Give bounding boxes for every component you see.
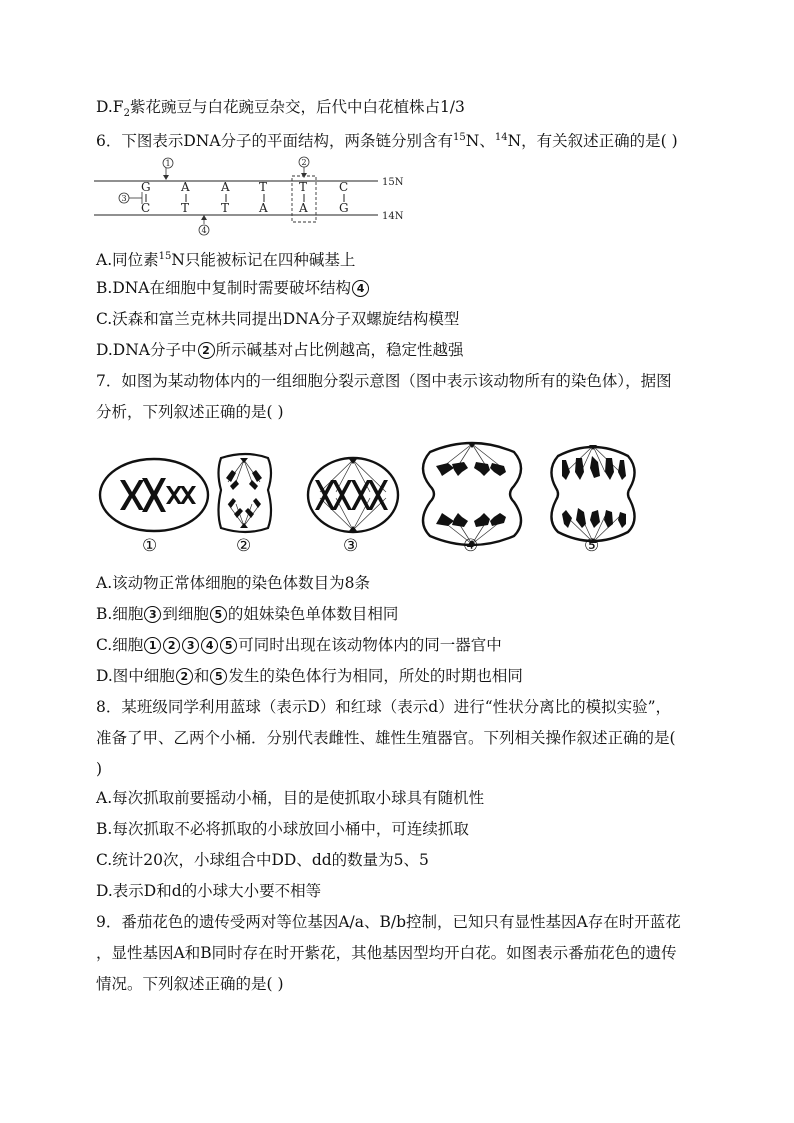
option-6b: B.DNA在细胞中复制时需要破坏结构 4 <box>96 277 370 299</box>
option-8c: C.统计20次，小球组合中DD、dd的数量为5、5 <box>96 851 429 869</box>
bottom-base: C <box>141 201 151 215</box>
circled-number: 2 <box>176 668 193 685</box>
circled-number: 2 <box>163 637 180 654</box>
bottom-base: G <box>339 201 349 215</box>
top-base: A <box>221 180 230 194</box>
circled-number: 1 <box>144 637 161 654</box>
circled-number: 4 <box>201 637 218 654</box>
top-base: G <box>141 180 151 194</box>
circled-number: 2 <box>198 342 215 359</box>
top-base: T <box>299 180 308 194</box>
question-9-stem-line2: ，显性基因A和B同时存在时开紫花，其他基因型均开白花。如图表示番茄花色的遗传 <box>96 944 677 962</box>
dna-structure-figure <box>94 154 414 236</box>
circled-number: 5 <box>210 668 227 685</box>
bottom-base: T <box>221 201 230 215</box>
option-8d: D.表示D和d的小球大小要不相等 <box>96 882 322 900</box>
cell-5 <box>551 445 634 543</box>
top-base: T <box>259 180 268 194</box>
bottom-base: A <box>299 201 308 215</box>
svg-text:4: 4 <box>201 226 207 235</box>
option-8a: A.每次抓取前要摇动小桶，目的是使抓取小球具有随机性 <box>96 789 485 807</box>
option-7a: A.该动物正常体细胞的染色体数目为8条 <box>96 574 370 592</box>
cell-label-2: ② <box>236 536 252 556</box>
cell-division-figure <box>96 432 656 562</box>
top-base: A <box>181 180 190 194</box>
cell-1 <box>100 459 208 531</box>
circled-number: 4 <box>352 280 369 297</box>
bottom-base: T <box>181 201 190 215</box>
cell-label-1: ① <box>142 536 158 556</box>
circled-number: 3 <box>182 637 199 654</box>
strand-15n-label: 15N <box>382 177 404 188</box>
cell-2 <box>219 454 272 532</box>
svg-text:2: 2 <box>301 158 307 167</box>
option-5d: $D.F_2$紫花豌豆与白花豌豆杂交，后代中白花植株占1/3 <box>96 98 465 120</box>
option-8b: B.每次抓取不必将抓取的小球放回小桶中，可连续抓取 <box>96 820 469 838</box>
option-7b: B.细胞 3 到细胞 5 的姐妹染色单体数目相同 <box>96 605 399 623</box>
svg-text:1: 1 <box>165 159 171 168</box>
question-8-stem-line1: 8．某班级同学利用蓝球（表示D）和红球（表示d）进行“性状分离比的模拟实验”， <box>96 698 672 716</box>
cell-4 <box>423 443 521 545</box>
top-base: C <box>339 180 349 194</box>
option-6d: D.DNA分子中 2 所示碱基对占比例越高，稳定性越强 <box>96 341 464 359</box>
option-7c: C.细胞 1 2 3 4 5 可同时出现在该动物体内的同一器官中 <box>96 636 502 654</box>
circled-number: 5 <box>220 637 237 654</box>
cell-label-3: ③ <box>343 536 359 556</box>
option-6c: C.沃森和富兰克林共同提出DNA分子双螺旋结构模型 <box>96 310 460 328</box>
cell-label-4: ④ <box>463 536 479 556</box>
bottom-base: A <box>259 201 268 215</box>
question-7-stem-line2: 分析，下列叙述正确的是( ) <box>96 403 284 421</box>
circled-number: 3 <box>144 606 161 623</box>
svg-text:3: 3 <box>121 194 127 203</box>
option-6a: A.同位素$^{15}$N只能被标记在四种碱基上 <box>96 251 356 270</box>
option-7d: D.图中细胞 2 和 5 发生的染色体行为相同，所处的时期也相同 <box>96 667 523 685</box>
circled-number: 5 <box>210 606 227 623</box>
question-7-stem-line1: 7．如图为某动物体内的一组细胞分裂示意图（图中表示该动物所有的染色体），据图 <box>96 372 672 390</box>
cell-label-5: ⑤ <box>584 536 600 556</box>
strand-14n-label: 14N <box>382 211 404 222</box>
question-6-stem: 6．下图表示DNA分子的平面结构，两条链分别含有$^{15}$N、$^{14}$N，有关叙述正确的是( ) <box>96 132 678 151</box>
question-8-stem-line2: 准备了甲、乙两个小桶．分别代表雌性、雄性生殖器官。下列相关操作叙述正确的是( <box>96 729 676 747</box>
question-9-stem-line1: 9．番茄花色的遗传受两对等位基因A/a、B/b控制，已知只有显性基因A存在时开蓝花 <box>96 913 681 931</box>
question-8-stem-line3: ) <box>96 760 103 778</box>
question-9-stem-line3: 情况。下列叙述正确的是( ) <box>96 975 284 993</box>
cell-3 <box>308 458 398 532</box>
